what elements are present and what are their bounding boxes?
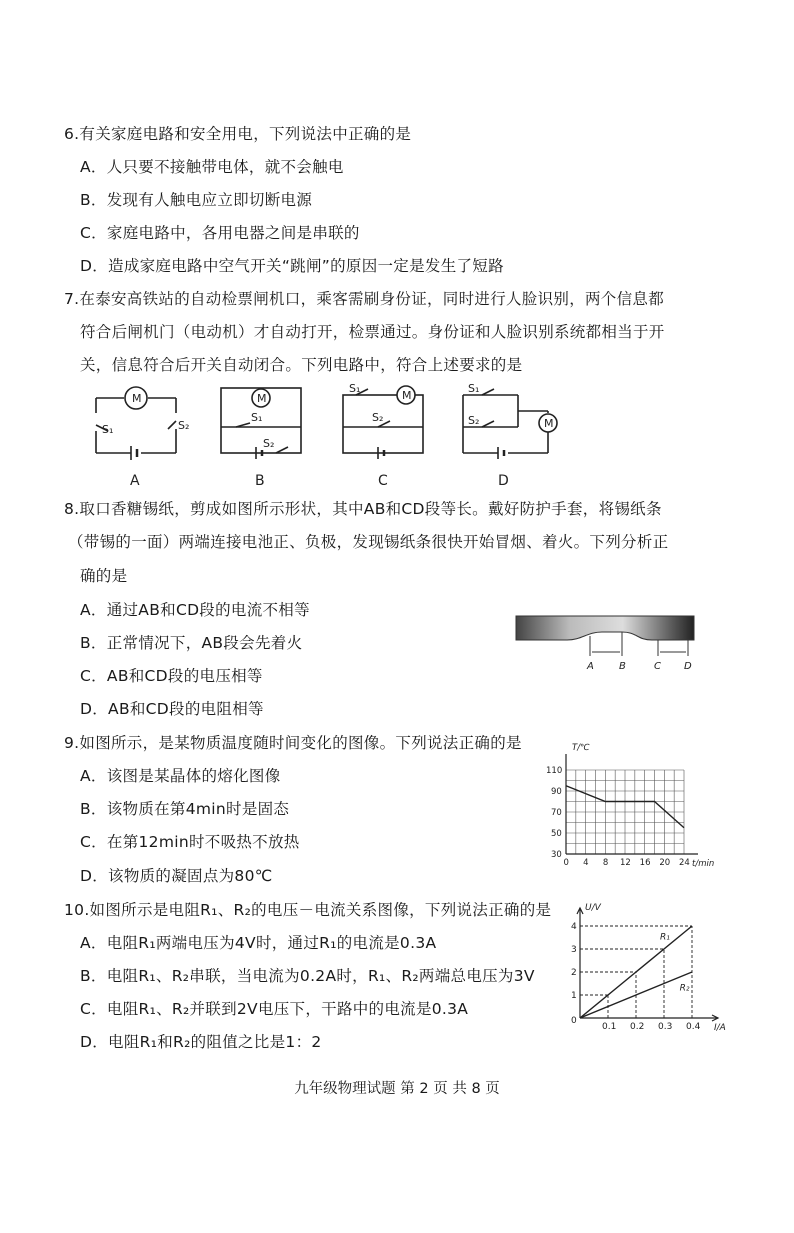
- series-label-r2: R₂: [679, 983, 690, 994]
- y-tick-label: 50: [551, 829, 562, 839]
- y-tick-label: 30: [551, 850, 562, 860]
- switch-label-c-2: S₂: [372, 411, 384, 424]
- temperature-time-chart: [540, 742, 730, 870]
- circuit-label-b: B: [255, 473, 265, 489]
- switch-label-b-2: S₂: [263, 437, 275, 450]
- q10-option-d: D．电阻R₁和R₂的阻值之比是1：2: [80, 1033, 322, 1051]
- y-tick-label: 2: [571, 968, 577, 978]
- x-tick-label: 0.2: [630, 1022, 645, 1032]
- foil-label-b: B: [619, 661, 626, 672]
- tin-foil-strip-figure: [512, 612, 702, 674]
- switch-label-c-1: S₁: [349, 383, 361, 395]
- switch-label-d-1: S₁: [468, 383, 480, 395]
- q9-option-b: B．该物质在第4min时是固态: [80, 800, 290, 818]
- x-tick-label: 20: [659, 858, 671, 868]
- q8-stem-line-3: 确的是: [80, 567, 128, 585]
- q9-option-c: C．在第12min时不吸热不放热: [80, 833, 300, 851]
- circuit-label-d: D: [498, 473, 509, 489]
- series-label-r1: R₁: [660, 932, 670, 943]
- q7-circuit-diagrams: [86, 383, 586, 491]
- y-axis-label: T/℃: [572, 743, 590, 753]
- switch-label-b-1: S₁: [251, 411, 263, 424]
- page-footer: 九年级物理试题 第 2 页 共 8 页: [294, 1081, 500, 1097]
- y-tick-label: 70: [551, 808, 562, 818]
- q6-stem: 6.有关家庭电路和安全用电，下列说法中正确的是: [64, 125, 412, 143]
- y-tick-label: 90: [551, 787, 562, 797]
- q10-option-a: A．电阻R₁两端电压为4V时，通过R₁的电流是0.3A: [80, 934, 437, 952]
- y-tick-label: 1: [571, 991, 577, 1001]
- q8-option-d: D．AB和CD段的电阻相等: [80, 700, 264, 718]
- y-tick-label: 3: [571, 945, 577, 955]
- q6-option-d: D．造成家庭电路中空气开关“跳闸”的原因一定是发生了短路: [80, 257, 504, 275]
- q9-option-a: A．该图是某晶体的熔化图像: [80, 767, 281, 785]
- origin-label: 0: [571, 1016, 577, 1026]
- q7-stem-line-3: 关，信息符合后开关自动闭合。下列电路中，符合上述要求的是: [80, 356, 523, 374]
- motor-label-c: M: [402, 389, 412, 402]
- circuit-label-c: C: [378, 473, 388, 489]
- q6-option-a: A．人只要不接触带电体，就不会触电: [80, 158, 344, 176]
- q10-stem: 10.如图所示是电阻R₁、R₂的电压－电流关系图像，下列说法正确的是: [64, 901, 552, 919]
- x-axis-label: t/min: [692, 859, 715, 869]
- x-tick-label: 16: [639, 858, 651, 868]
- switch-label-a-2: S₂: [178, 419, 190, 432]
- q7-stem-line-2: 符合后闸机门（电动机）才自动打开，检票通过。身份证和人脸识别系统都相当于开: [80, 323, 665, 341]
- x-tick-label: 12: [620, 858, 631, 868]
- q9-stem: 9.如图所示，是某物质温度随时间变化的图像。下列说法正确的是: [64, 734, 522, 752]
- q8-option-c: C．AB和CD段的电压相等: [80, 667, 263, 685]
- x-tick-label: 24: [679, 858, 690, 868]
- q8-stem-line-2: （带锡的一面）两端连接电池正、负极，发现锡纸条很快开始冒烟、着火。下列分析正: [68, 533, 669, 551]
- q7-stem-line-1: 7.在泰安高铁站的自动检票闸机口，乘客需刷身份证，同时进行人脸识别，两个信息都: [64, 290, 664, 308]
- x-tick-label: 0.4: [686, 1022, 701, 1032]
- q6-option-c: C．家庭电路中，各用电器之间是串联的: [80, 224, 360, 242]
- x-axis-label: I/A: [714, 1023, 726, 1033]
- q10-option-b: B．电阻R₁、R₂串联，当电流为0.2A时，R₁、R₂两端总电压为3V: [80, 967, 535, 985]
- motor-label-b: M: [257, 392, 267, 405]
- q6-option-b: B．发现有人触电应立即切断电源: [80, 191, 313, 209]
- y-axis-label: U/V: [585, 903, 601, 913]
- x-tick-label: 0: [563, 858, 569, 868]
- foil-label-a: A: [587, 661, 594, 672]
- q10-option-c: C．电阻R₁、R₂并联到2V电压下，干路中的电流是0.3A: [80, 1000, 469, 1018]
- voltage-current-chart: [558, 896, 738, 1036]
- motor-label-a: M: [132, 392, 142, 405]
- q8-stem-line-1: 8.取口香糖锡纸，剪成如图所示形状，其中AB和CD段等长。戴好防护手套，将锡纸条: [64, 500, 662, 518]
- y-tick-label: 4: [571, 922, 577, 932]
- x-tick-label: 0.1: [602, 1022, 617, 1032]
- q8-option-a: A．通过AB和CD段的电流不相等: [80, 601, 310, 619]
- motor-label-d: M: [544, 417, 554, 430]
- y-tick-label: 110: [546, 766, 563, 776]
- x-tick-label: 0.3: [658, 1022, 673, 1032]
- q8-option-b: B．正常情况下，AB段会先着火: [80, 634, 303, 652]
- circuit-label-a: A: [130, 473, 140, 489]
- q9-option-d: D．该物质的凝固点为80℃: [80, 867, 273, 885]
- x-tick-label: 4: [583, 858, 589, 868]
- switch-label-a-1: S₁: [102, 423, 114, 436]
- x-tick-label: 8: [602, 858, 609, 868]
- foil-label-c: C: [654, 661, 661, 672]
- switch-label-d-2: S₂: [468, 414, 480, 427]
- foil-label-d: D: [684, 661, 692, 672]
